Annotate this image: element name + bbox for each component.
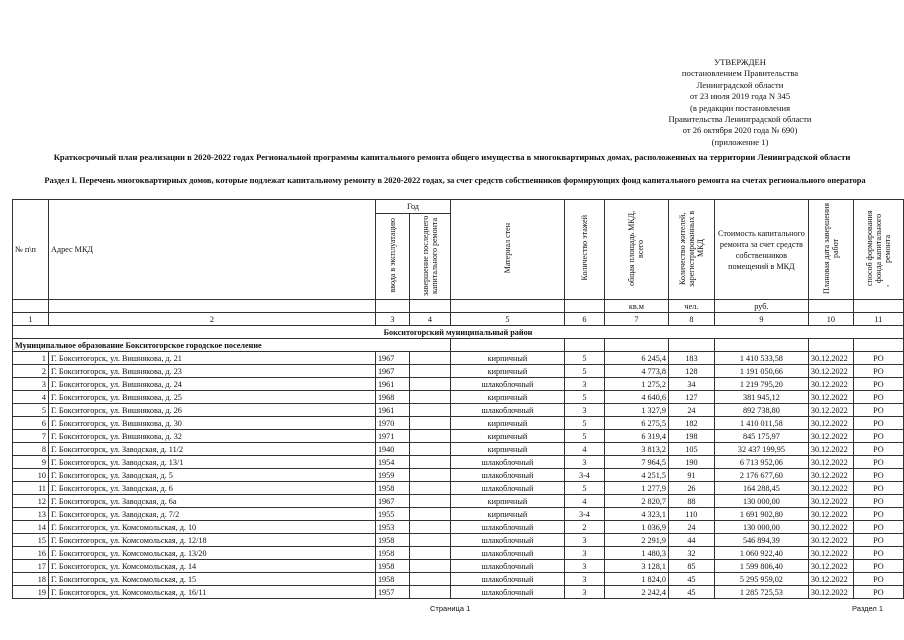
row-floors: 5 (564, 352, 604, 365)
row-cost: 6 713 952,06 (714, 456, 808, 469)
row-date: 30.12.2022 (808, 573, 853, 586)
row-area: 1 275,2 (604, 378, 668, 391)
row-cost: 892 738,80 (714, 404, 808, 417)
column-number: 1 (13, 313, 49, 326)
row-year: 1958 (375, 534, 409, 547)
table-row (13, 430, 904, 443)
row-number: 12 (13, 495, 49, 508)
row-residents: 85 (668, 560, 714, 573)
row-residents: 26 (668, 482, 714, 495)
row-material: шлакоблочный (450, 547, 564, 560)
row-repair-year (409, 573, 450, 586)
row-area: 4 640,6 (604, 391, 668, 404)
row-material: шлакоблочный (450, 573, 564, 586)
row-year: 1955 (375, 508, 409, 521)
row-area: 6 275,5 (604, 417, 668, 430)
row-date: 30.12.2022 (808, 456, 853, 469)
row-residents: 182 (668, 417, 714, 430)
row-cost: 2 176 677,60 (714, 469, 808, 482)
header-cost: Стоимость капитального ремонта за счет средств собственников помещений в МКД (714, 200, 808, 300)
row-residents: 198 (668, 430, 714, 443)
row-date: 30.12.2022 (808, 547, 853, 560)
row-floors: 5 (564, 417, 604, 430)
row-date: 30.12.2022 (808, 404, 853, 417)
row-address: Г. Бокситогорск, ул. Комсомольская, д. 10 (48, 521, 375, 534)
row-date: 30.12.2022 (808, 469, 853, 482)
row-material: шлакоблочный (450, 534, 564, 547)
row-residents: 183 (668, 352, 714, 365)
row-date: 30.12.2022 (808, 430, 853, 443)
row-address: Г. Бокситогорск, ул. Вишнякова, д. 24 (48, 378, 375, 391)
row-address: Г. Бокситогорск, ул. Заводская, д. 6а (48, 495, 375, 508)
row-fund: РО (853, 456, 903, 469)
approval-line: Правительства Ленинградской области (668, 114, 812, 125)
row-area: 1 277,9 (604, 482, 668, 495)
row-date: 30.12.2022 (808, 378, 853, 391)
row-address: Г. Бокситогорск, ул. Комсомольская, д. 14 (48, 560, 375, 573)
row-number: 15 (13, 534, 49, 547)
table-row (13, 482, 904, 495)
row-floors: 3 (564, 573, 604, 586)
row-cost: 130 000,00 (714, 495, 808, 508)
row-material: шлакоблочный (450, 560, 564, 573)
row-address: Г. Бокситогорск, ул. Комсомольская, д. 12/18 (48, 534, 375, 547)
stray-mark: , (887, 279, 889, 288)
row-fund: РО (853, 404, 903, 417)
row-repair-year (409, 417, 450, 430)
row-cost: 1 410 533,58 (714, 352, 808, 365)
header-num: № п\п (13, 200, 49, 300)
table-row (13, 443, 904, 456)
row-cost: 5 295 959,02 (714, 573, 808, 586)
row-date: 30.12.2022 (808, 560, 853, 573)
row-material: шлакоблочный (450, 521, 564, 534)
row-year: 1970 (375, 417, 409, 430)
row-date: 30.12.2022 (808, 495, 853, 508)
row-floors: 5 (564, 365, 604, 378)
row-repair-year (409, 534, 450, 547)
row-date: 30.12.2022 (808, 443, 853, 456)
row-residents: 88 (668, 495, 714, 508)
row-fund: РО (853, 378, 903, 391)
header-year-last-repair: завершение последнего капитального ремонта (420, 214, 439, 296)
row-address: Г. Бокситогорск, ул. Вишнякова, д. 32 (48, 430, 375, 443)
row-cost: 1 691 902,80 (714, 508, 808, 521)
footer-section: Раздел 1 (852, 604, 884, 613)
row-address: Г. Бокситогорск, ул. Вишнякова, д. 21 (48, 352, 375, 365)
row-area: 4 251,5 (604, 469, 668, 482)
table-row (13, 495, 904, 508)
row-material: кирпичный (450, 495, 564, 508)
row-repair-year (409, 430, 450, 443)
row-number: 18 (13, 573, 49, 586)
row-date: 30.12.2022 (808, 508, 853, 521)
houses-table (12, 199, 904, 599)
row-material: кирпичный (450, 443, 564, 456)
row-address: Г. Бокситогорск, ул. Заводская, д. 13/1 (48, 456, 375, 469)
row-floors: 4 (564, 495, 604, 508)
row-floors: 3-4 (564, 469, 604, 482)
row-date: 30.12.2022 (808, 482, 853, 495)
row-year: 1968 (375, 391, 409, 404)
table-row (13, 365, 904, 378)
column-number: 10 (808, 313, 853, 326)
row-year: 1940 (375, 443, 409, 456)
row-floors: 4 (564, 443, 604, 456)
row-cost: 32 437 199,95 (714, 443, 808, 456)
row-area: 4 773,8 (604, 365, 668, 378)
unit-residents: чел. (668, 300, 714, 313)
row-address: Г. Бокситогорск, ул. Комсомольская, д. 16/11 (48, 586, 375, 599)
row-material: шлакоблочный (450, 456, 564, 469)
column-number: 7 (604, 313, 668, 326)
row-address: Г. Бокситогорск, ул. Вишнякова, д. 25 (48, 391, 375, 404)
row-address: Г. Бокситогорск, ул. Комсомольская, д. 15 (48, 573, 375, 586)
row-year: 1961 (375, 404, 409, 417)
approval-block (640, 57, 840, 148)
footer-page: Страница 1 (430, 604, 471, 613)
table-row (13, 573, 904, 586)
row-address: Г. Бокситогорск, ул. Заводская, д. 6 (48, 482, 375, 495)
row-fund: РО (853, 573, 903, 586)
row-cost: 1 285 725,53 (714, 586, 808, 599)
row-year: 1971 (375, 430, 409, 443)
row-floors: 5 (564, 391, 604, 404)
row-year: 1961 (375, 378, 409, 391)
row-cost: 381 945,12 (714, 391, 808, 404)
row-date: 30.12.2022 (808, 352, 853, 365)
row-fund: РО (853, 430, 903, 443)
row-area: 4 323,1 (604, 508, 668, 521)
table-row (13, 508, 904, 521)
row-fund: РО (853, 391, 903, 404)
row-material: кирпичный (450, 417, 564, 430)
row-repair-year (409, 586, 450, 599)
row-fund: РО (853, 495, 903, 508)
row-area: 3 813,2 (604, 443, 668, 456)
row-number: 3 (13, 378, 49, 391)
header-fund-method: способ формирования фонда капитального ремонта (864, 210, 892, 286)
row-cost: 1 410 011,58 (714, 417, 808, 430)
row-repair-year (409, 521, 450, 534)
table-row (13, 469, 904, 482)
row-number: 8 (13, 443, 49, 456)
row-repair-year (409, 508, 450, 521)
row-residents: 127 (668, 391, 714, 404)
row-repair-year (409, 456, 450, 469)
row-fund: РО (853, 534, 903, 547)
approval-line: (в редакции постановления (689, 102, 791, 113)
row-residents: 110 (668, 508, 714, 521)
row-year: 1958 (375, 573, 409, 586)
row-material: шлакоблочный (450, 586, 564, 599)
row-fund: РО (853, 365, 903, 378)
row-material: кирпичный (450, 365, 564, 378)
row-number: 16 (13, 547, 49, 560)
table-row (13, 521, 904, 534)
row-number: 13 (13, 508, 49, 521)
row-number: 6 (13, 417, 49, 430)
row-area: 1 327,9 (604, 404, 668, 417)
row-repair-year (409, 352, 450, 365)
unit-area: кв.м (604, 300, 668, 313)
column-number: 8 (668, 313, 714, 326)
row-fund: РО (853, 482, 903, 495)
row-residents: 45 (668, 573, 714, 586)
row-material: шлакоблочный (450, 469, 564, 482)
row-number: 17 (13, 560, 49, 573)
table-row (13, 586, 904, 599)
approval-line: (приложение 1) (711, 136, 769, 147)
row-fund: РО (853, 443, 903, 456)
row-repair-year (409, 365, 450, 378)
row-material: шлакоблочный (450, 404, 564, 417)
row-cost: 1 060 922,40 (714, 547, 808, 560)
row-year: 1958 (375, 482, 409, 495)
row-floors: 3 (564, 586, 604, 599)
row-address: Г. Бокситогорск, ул. Вишнякова, д. 23 (48, 365, 375, 378)
row-residents: 24 (668, 521, 714, 534)
table-row (13, 560, 904, 573)
row-number: 1 (13, 352, 49, 365)
row-floors: 5 (564, 430, 604, 443)
row-cost: 1 191 050,66 (714, 365, 808, 378)
row-area: 2 820,7 (604, 495, 668, 508)
row-date: 30.12.2022 (808, 365, 853, 378)
row-cost: 1 599 806,40 (714, 560, 808, 573)
row-floors: 3 (564, 378, 604, 391)
row-number: 5 (13, 404, 49, 417)
row-floors: 3-4 (564, 508, 604, 521)
row-number: 4 (13, 391, 49, 404)
row-floors: 3 (564, 404, 604, 417)
row-date: 30.12.2022 (808, 417, 853, 430)
row-material: шлакоблочный (450, 378, 564, 391)
row-date: 30.12.2022 (808, 586, 853, 599)
header-year-commissioning: ввода в эксплуатацию (387, 217, 397, 293)
column-number: 11 (853, 313, 903, 326)
row-date: 30.12.2022 (808, 391, 853, 404)
row-repair-year (409, 495, 450, 508)
row-floors: 2 (564, 521, 604, 534)
row-floors: 3 (564, 534, 604, 547)
header-residents: Количество жителей, зарегистрированных в МКД (677, 209, 705, 287)
row-area: 2 291,9 (604, 534, 668, 547)
header-wall-material: Материал стен (502, 222, 512, 274)
section-title: Раздел I. Перечень многоквартирных домов, которые подлежат капитальному ремонту в 2020-2022 годах, за счет средств собственников формирующих фонд капитального ремонта на счетах регионального оператора (44, 176, 866, 185)
row-number: 14 (13, 521, 49, 534)
row-cost: 164 288,45 (714, 482, 808, 495)
column-number: 3 (375, 313, 409, 326)
row-year: 1967 (375, 495, 409, 508)
row-repair-year (409, 560, 450, 573)
row-number: 19 (13, 586, 49, 599)
header-floors: Количество этажей (579, 215, 589, 281)
row-repair-year (409, 482, 450, 495)
row-residents: 105 (668, 443, 714, 456)
row-repair-year (409, 391, 450, 404)
table-row (13, 456, 904, 469)
row-number: 9 (13, 456, 49, 469)
row-material: кирпичный (450, 508, 564, 521)
row-year: 1958 (375, 547, 409, 560)
district-row: Бокситогорский муниципальный район (13, 326, 904, 339)
row-residents: 91 (668, 469, 714, 482)
approval-line: Ленинградской области (696, 79, 784, 90)
row-material: кирпичный (450, 430, 564, 443)
row-date: 30.12.2022 (808, 534, 853, 547)
row-repair-year (409, 469, 450, 482)
row-fund: РО (853, 586, 903, 599)
row-repair-year (409, 378, 450, 391)
row-year: 1967 (375, 352, 409, 365)
row-material: кирпичный (450, 391, 564, 404)
column-number: 6 (564, 313, 604, 326)
header-address: Адрес МКД (48, 200, 375, 300)
row-area: 1 480,3 (604, 547, 668, 560)
header-year-group: Год (375, 200, 450, 214)
header-planned-date: Плановая дата завершения работ (821, 202, 840, 294)
row-cost: 130 000,00 (714, 521, 808, 534)
row-address: Г. Бокситогорск, ул. Комсомольская, д. 13/20 (48, 547, 375, 560)
column-number: 5 (450, 313, 564, 326)
column-number: 4 (409, 313, 450, 326)
row-fund: РО (853, 547, 903, 560)
row-area: 1 824,0 (604, 573, 668, 586)
row-fund: РО (853, 417, 903, 430)
row-year: 1953 (375, 521, 409, 534)
row-fund: РО (853, 469, 903, 482)
header-area: общая площадь МКД, всего (627, 210, 646, 286)
row-fund: РО (853, 508, 903, 521)
row-cost: 1 219 795,20 (714, 378, 808, 391)
rows-body (13, 352, 904, 599)
row-repair-year (409, 404, 450, 417)
row-number: 11 (13, 482, 49, 495)
row-year: 1958 (375, 560, 409, 573)
row-cost: 845 175,97 (714, 430, 808, 443)
row-date: 30.12.2022 (808, 521, 853, 534)
approval-line: от 26 октября 2020 года № 690) (682, 125, 798, 136)
row-floors: 3 (564, 547, 604, 560)
row-fund: РО (853, 521, 903, 534)
plan-title: Краткосрочный план реализации в 2020-2022 годах Региональной программы капитального ремонта общего имущества в многоквартирных домах, расположенных на территории Ленинградской области (53, 152, 851, 162)
column-number: 2 (48, 313, 375, 326)
table-row (13, 352, 904, 365)
table-row (13, 417, 904, 430)
row-repair-year (409, 443, 450, 456)
row-floors: 5 (564, 482, 604, 495)
row-address: Г. Бокситогорск, ул. Заводская, д. 5 (48, 469, 375, 482)
row-floors: 3 (564, 560, 604, 573)
row-address: Г. Бокситогорск, ул. Вишнякова, д. 26 (48, 404, 375, 417)
row-fund: РО (853, 352, 903, 365)
table-row (13, 534, 904, 547)
row-year: 1957 (375, 586, 409, 599)
row-residents: 32 (668, 547, 714, 560)
approval-line: от 23 июля 2019 года N 345 (689, 91, 791, 102)
table-row (13, 547, 904, 560)
row-cost: 546 894,39 (714, 534, 808, 547)
row-area: 3 128,1 (604, 560, 668, 573)
row-material: кирпичный (450, 352, 564, 365)
approval-line: постановлением Правительства (681, 68, 799, 79)
row-residents: 128 (668, 365, 714, 378)
row-residents: 44 (668, 534, 714, 547)
row-address: Г. Бокситогорск, ул. Вишнякова, д. 30 (48, 417, 375, 430)
row-floors: 3 (564, 456, 604, 469)
row-residents: 190 (668, 456, 714, 469)
approval-line: УТВЕРЖДЕН (714, 57, 766, 67)
row-residents: 24 (668, 404, 714, 417)
row-number: 10 (13, 469, 49, 482)
row-area: 1 036,9 (604, 521, 668, 534)
row-number: 2 (13, 365, 49, 378)
column-number: 9 (714, 313, 808, 326)
row-year: 1954 (375, 456, 409, 469)
table-row (13, 404, 904, 417)
row-material: шлакоблочный (450, 482, 564, 495)
row-address: Г. Бокситогорск, ул. Заводская, д. 11/2 (48, 443, 375, 456)
row-residents: 45 (668, 586, 714, 599)
table-row (13, 391, 904, 404)
unit-cost: руб. (714, 300, 808, 313)
row-number: 7 (13, 430, 49, 443)
row-area: 7 964,5 (604, 456, 668, 469)
row-address: Г. Бокситогорск, ул. Заводская, д. 7/2 (48, 508, 375, 521)
row-repair-year (409, 547, 450, 560)
row-year: 1959 (375, 469, 409, 482)
row-year: 1967 (375, 365, 409, 378)
row-residents: 34 (668, 378, 714, 391)
settlement-row: Муниципальное образование Бокситогорское городское поселение (13, 339, 451, 352)
row-area: 6 319,4 (604, 430, 668, 443)
row-area: 6 245,4 (604, 352, 668, 365)
row-area: 2 242,4 (604, 586, 668, 599)
table-row (13, 378, 904, 391)
row-fund: РО (853, 560, 903, 573)
